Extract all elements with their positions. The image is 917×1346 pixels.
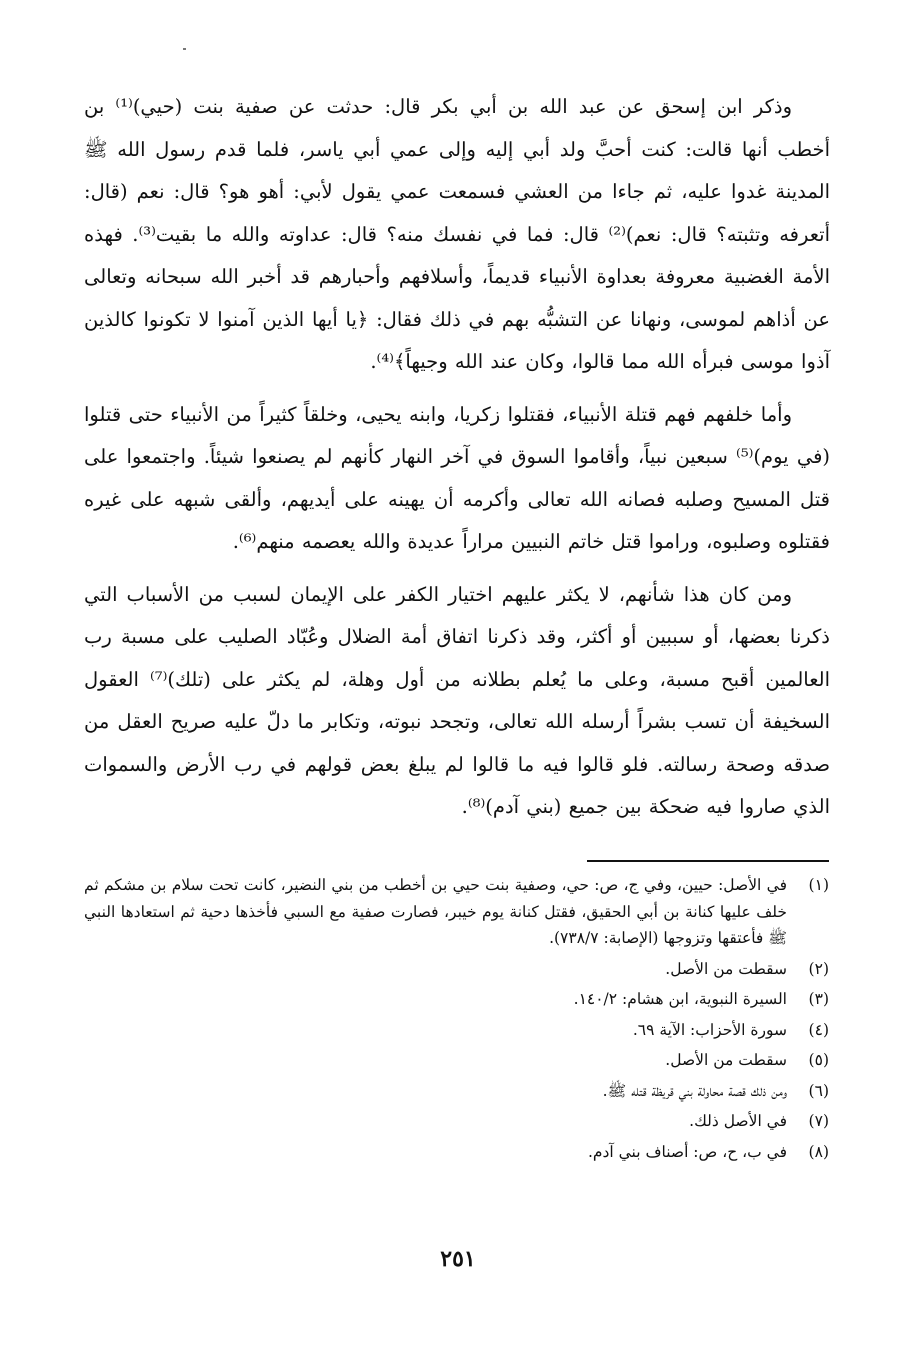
page-number: ٢٥١ [440, 1246, 476, 1272]
footnote-1 [84, 872, 829, 952]
footnote-5 [84, 1047, 829, 1074]
footnote-text: ومن ذلك قصة محاولة بني قريظة قتله ﷺ. [602, 1081, 787, 1100]
footnote-text: سقطت من الأصل. [665, 1051, 787, 1069]
footnote-8 [84, 1139, 829, 1166]
footnote-number: (٤) [808, 1020, 829, 1039]
footnote-text: في ب، ح، ص: أصناف بني آدم. [587, 1142, 787, 1161]
footnote-2 [84, 956, 829, 983]
footnote-4 [84, 1017, 829, 1044]
footnote-text: سقطت من الأصل. [665, 959, 787, 978]
footnote-number: (٥) [808, 1051, 829, 1069]
footnote-text: في الأصل ذلك. [689, 1112, 787, 1130]
footnote-number: (٢) [808, 959, 829, 978]
footnotes [84, 872, 829, 1169]
footnote-text: في الأصل: حيين، وفي ج، ص: حي، وصفية بنت حيي بن أخطب من بني النضير، كانت تحت سلام بن مشكم ثم خلف عليها كنانة بن أبي الحقيق، فقتل كنانة يوم خيبر، فصارت صفية مع السبي فأخذها دحية ثم استعادها النبي ﷺ فأعتقها وتزوجها (الإصابة: ٧٣٨/٧). [84, 876, 787, 947]
footnote-number: (٧) [808, 1112, 829, 1130]
paragraph-2: وأما خلفهم فهم قتلة الأنبياء، فقتلوا زكريا، وابنه يحيى، وخلقاً كثيراً من الأنبياء حتى قتلوا (في يوم)⁽⁵⁾ سبعين نبياً، وأقاموا السوق في آخر النهار كأنهم لم يصنعوا شيئاً. واجتمعوا على قتل المسيح وصلبه فصانه الله تعالى وأكرمه أن يهينه على أيديهم، وألقى شبهه على غيره فقتلوه وصلبوه، وراموا قتل خاتم النبيين مراراً عديدة والله يعصمه منهم⁽⁶⁾. [84, 402, 830, 553]
main-text [84, 86, 830, 829]
footnote-7 [84, 1108, 829, 1135]
footnote-number: (٨) [808, 1142, 829, 1161]
footnote-separator [587, 860, 829, 862]
footnote-number: (٦) [808, 1081, 829, 1100]
scan-speck [183, 48, 186, 50]
footnote-number: (٣) [808, 990, 829, 1008]
paragraph-1: وذكر ابن إسحق عن عبد الله بن أبي بكر قال: حدثت عن صفية بنت (حيي)⁽¹⁾ بن أخطب أنها قالت: كنت أحبَّ ولد أبي إليه وإلى عمي أبي ياسر، فلما قدم رسول الله ﷺ المدينة غدوا عليه، ثم جاءا من العشي فسمعت عمي يقول لأبي: أهو هو؟ قال: نعم (قال: أتعرفه وتثبته؟ قال: نعم)⁽²⁾ قال: فما في نفسك منه؟ قال: عداوته والله ما بقيت⁽³⁾. فهذه الأمة الغضبية معروفة بعداوة الأنبياء قديماً، وأسلافهم وأحبارهم قد أخبر الله سبحانه وتعالى عن أذاهم لموسى، ونهانا عن التشبُّه بهم في ذلك فقال: ﴿يا أيها الذين آمنوا لا تكونوا كالذين آذوا موسى فبرأه الله مما قالوا، وكان عند الله وجيهاً﴾⁽⁴⁾. [84, 95, 830, 373]
footnote-3 [84, 986, 829, 1013]
footnote-number: (١) [808, 876, 829, 894]
footnote-text: السيرة النبوية، ابن هشام: ١٤٠/٢. [573, 990, 787, 1008]
paragraph-3: ومن كان هذا شأنهم، لا يكثر عليهم اختيار الكفر على الإيمان لسبب من الأسباب التي ذكرنا بعضها، أو سببين أو أكثر، وقد ذكرنا اتفاق أمة الضلال وعُبّاد الصليب على مسبة رب العالمين أقبح مسبة، وعلى ما يُعلم بطلانه من أول وهلة، لم يكثر على (تلك)⁽⁷⁾ العقول السخيفة أن تسب بشراً أرسله الله تعالى، وتجحد نبوته، وتكابر ما دلّ عليه صريح العقل من صدقه وصحة رسالته. فلو قالوا فيه ما قالوا لم يبلغ بعض قولهم في رب الأرض والسموات الذي صاروا فيه ضحكة بين جميع (بني آدم)⁽⁸⁾. [84, 582, 830, 818]
footnote-6 [84, 1078, 829, 1105]
footnote-text: سورة الأحزاب: الآية ٦٩. [632, 1020, 787, 1039]
